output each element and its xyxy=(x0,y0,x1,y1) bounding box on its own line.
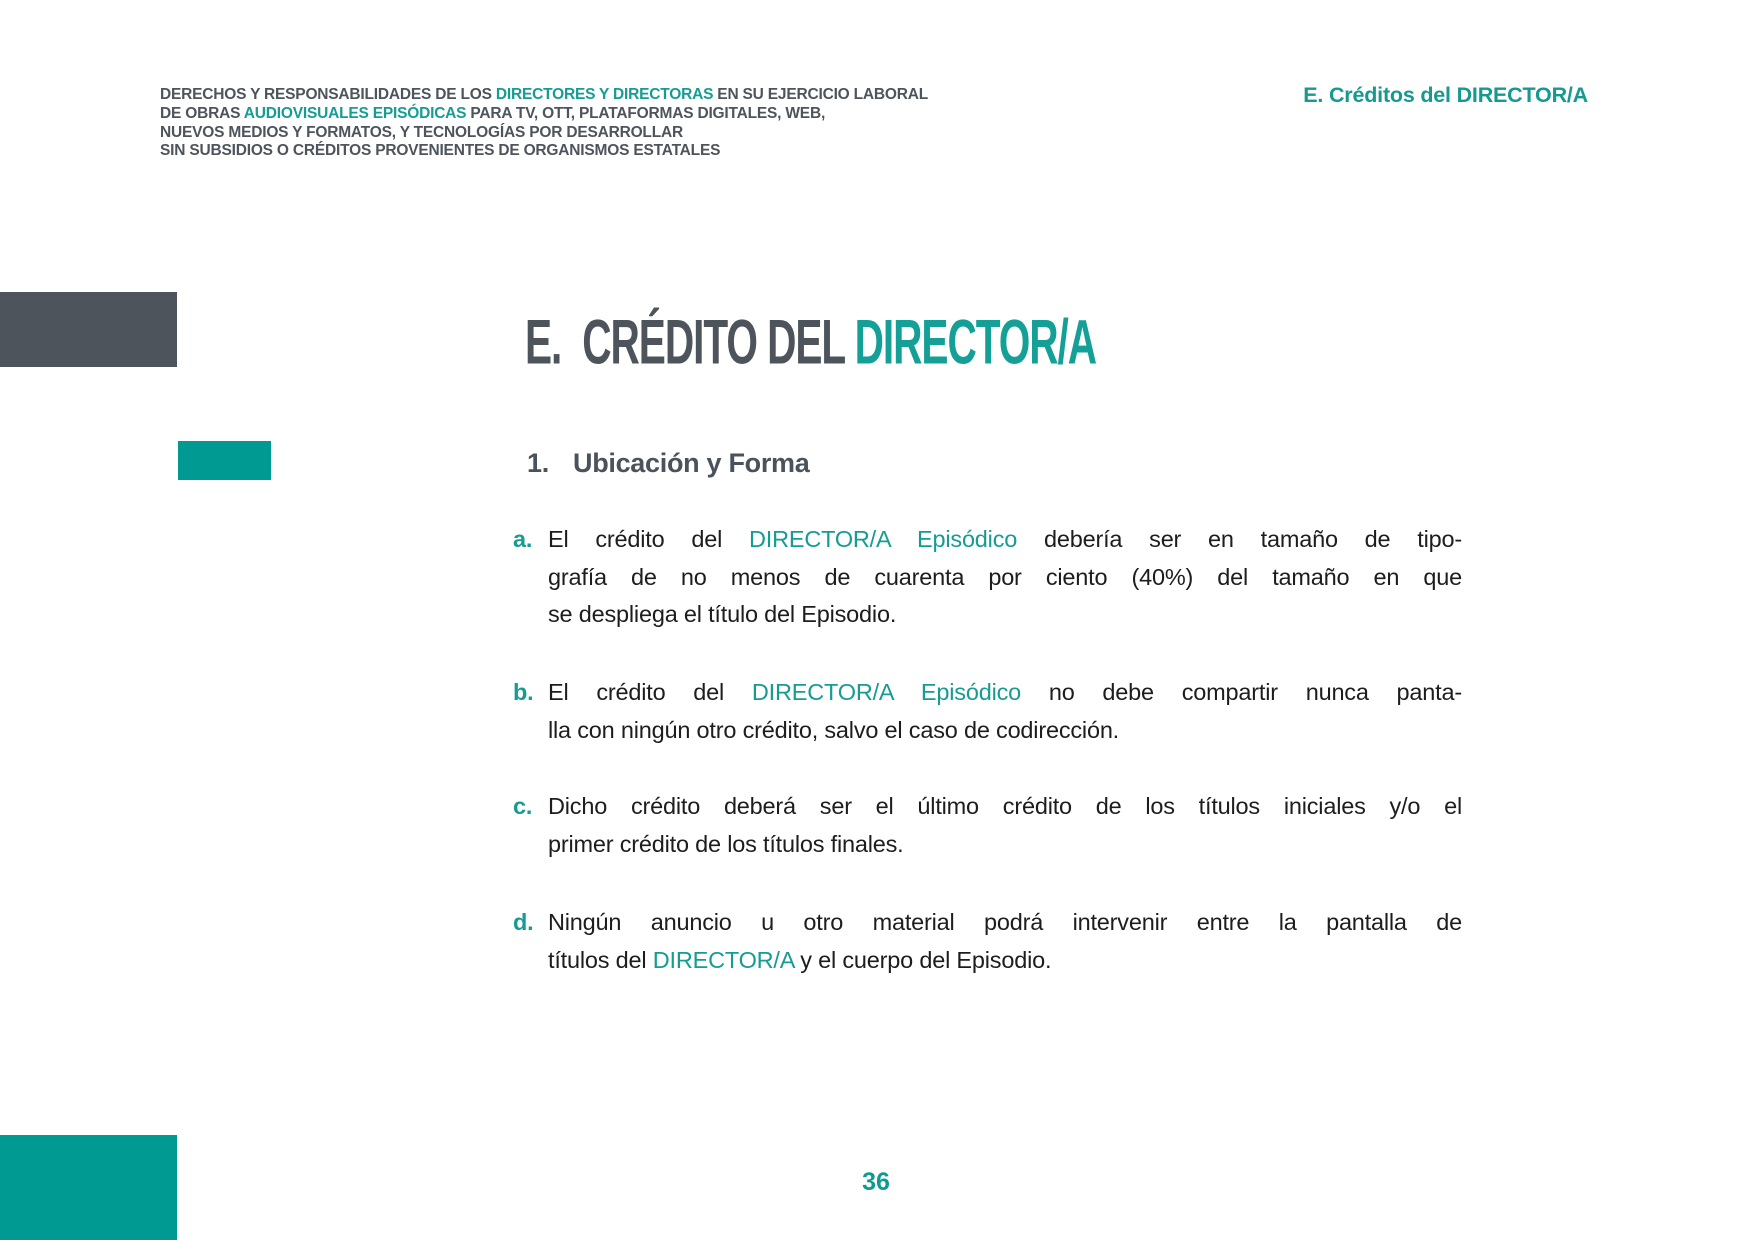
list-item-marker: c. xyxy=(513,793,533,819)
paragraph-line xyxy=(548,559,1462,597)
paragraph-line xyxy=(548,674,1462,712)
highlighted-text-segment: DIRECTOR/A xyxy=(652,946,794,973)
text-segment: no debe compartir nunca panta- xyxy=(1021,679,1462,705)
page-title-gray: CRÉDITO DEL xyxy=(582,307,855,378)
paragraph-line xyxy=(548,826,1462,864)
text-segment: PARA TV, OTT, PLATAFORMAS DIGITALES, WEB, xyxy=(466,104,826,122)
text-segment: DE OBRAS xyxy=(160,104,244,122)
paragraph-line xyxy=(548,596,1462,634)
paragraph-line xyxy=(548,712,1462,750)
section-label: Ubicación y Forma xyxy=(573,448,810,478)
text-segment: debería ser en tamaño de tipo- xyxy=(1017,526,1462,552)
text-segment: SIN SUBSIDIOS O CRÉDITOS PROVENIENTES DE ORGANISMOS ESTATALES xyxy=(160,142,721,160)
list-item-marker: a. xyxy=(513,526,533,552)
text-segment: y el cuerpo del Episodio. xyxy=(793,946,1052,973)
text-segment: El crédito del xyxy=(548,526,749,552)
page-number: 36 xyxy=(862,1168,890,1196)
text-segment: Ningún anuncio u otro material podrá intervenir entre la pantalla de xyxy=(548,909,1462,935)
bottom-left-teal-accent-block xyxy=(0,1135,177,1240)
text-segment: DERECHOS Y RESPONSABILIDADES DE LOS xyxy=(160,86,496,103)
text-segment: títulos del xyxy=(548,946,653,973)
section-heading xyxy=(527,448,809,479)
running-header-left xyxy=(160,86,929,161)
list-item-marker: d. xyxy=(513,909,534,935)
text-segment: lla con ningún otro crédito, salvo el caso de codirección. xyxy=(548,716,1120,743)
page-title xyxy=(525,307,1341,387)
paragraph-line xyxy=(548,904,1462,942)
text-segment: se despliega el título del Episodio. xyxy=(548,601,897,627)
highlighted-text-segment: DIRECTOR/A Episódico xyxy=(751,679,1022,705)
text-segment: primer crédito de los títulos finales. xyxy=(548,830,904,857)
text-segment: El crédito del xyxy=(548,679,752,705)
section-number: 1. xyxy=(527,448,549,478)
paragraph-line xyxy=(548,788,1462,826)
highlighted-text-segment: DIRECTOR/A Episódico xyxy=(748,526,1018,552)
list-item-a xyxy=(513,521,1462,634)
highlighted-text-segment: AUDIOVISUALES EPISÓDICAS xyxy=(243,104,467,122)
paragraph-line xyxy=(548,942,1462,980)
left-gray-accent-block xyxy=(0,292,177,367)
running-header-right: E. Créditos del DIRECTOR/A xyxy=(1303,83,1588,107)
highlighted-text-segment: DIRECTORES Y DIRECTORAS xyxy=(495,86,714,103)
list-item-d xyxy=(513,904,1462,979)
page-title-accent: DIRECTOR/A xyxy=(854,307,1097,378)
text-segment: NUEVOS MEDIOS Y FORMATOS, Y TECNOLOGÍAS POR DESARROLLAR xyxy=(160,123,683,141)
list-item-b xyxy=(513,674,1462,749)
left-teal-accent-small-block xyxy=(178,441,271,480)
page-title-letter: E. xyxy=(525,307,562,378)
list-item-c xyxy=(513,788,1462,863)
header-line xyxy=(160,124,920,143)
text-segment: EN SU EJERCICIO LABORAL xyxy=(713,86,929,103)
header-line xyxy=(160,105,920,124)
text-segment: grafía de no menos de cuarenta por ciento (40%) del tamaño en que xyxy=(548,563,1462,590)
header-line xyxy=(160,86,929,105)
paragraph-line xyxy=(548,521,1462,559)
text-segment: Dicho crédito deberá ser el último crédito de los títulos iniciales y/o el xyxy=(548,793,1462,819)
header-line xyxy=(160,142,920,161)
list-item-marker: b. xyxy=(513,679,534,705)
